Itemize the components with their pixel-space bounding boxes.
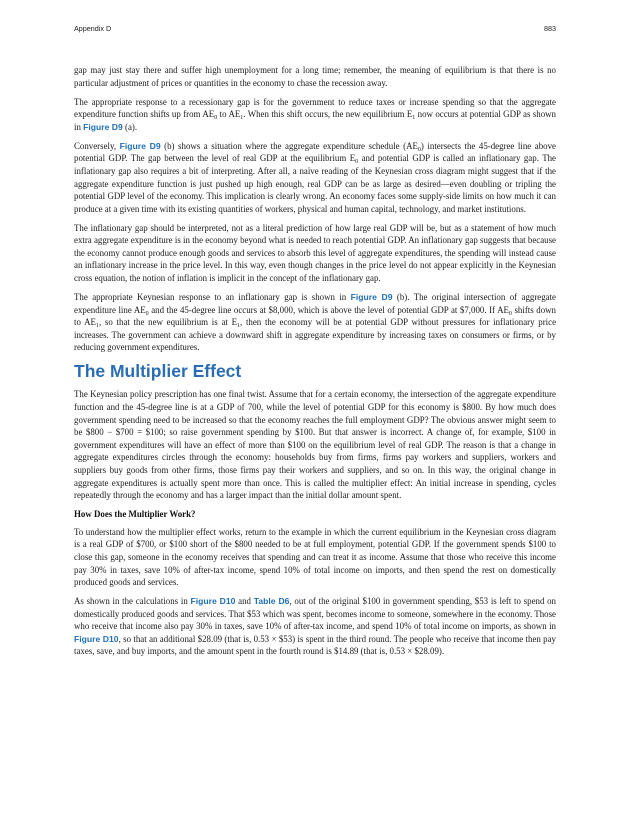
paragraph-5	[74, 291, 556, 354]
text-run: (b). The original intersection of aggregate expenditure line AE	[74, 292, 556, 315]
figure-d9-link[interactable]: Figure D9	[119, 140, 161, 151]
text-run: , so that the new equilibrium is at E	[98, 317, 237, 328]
paragraph-4: The inflationary gap should be interpreted, not as a literal prediction of how large real GDP will be, but as a statement of how much extra aggregate expenditure is in the economy beyond what is needed to reach potential GDP. An inflationary gap suggests that because the economy cannot produce enough goods and services to absorb this level of aggregate expenditures, the spending will instead cause an inflationary increase in the price level. In this way, even though changes in the price level do not appear explicitly in the Keynesian cross equation, the notion of inflation is implicit in the concept of the inflationary gap.	[74, 222, 556, 284]
figure-d9-link[interactable]: Figure D9	[350, 292, 393, 303]
paragraph-2	[74, 96, 556, 134]
table-d6-link[interactable]: Table D6	[253, 596, 290, 607]
figure-d10-link[interactable]: Figure D10	[190, 596, 236, 607]
text-run: (a).	[122, 121, 138, 132]
paragraph-7: To understand how the multiplier effect works, return to the example in which the current equilibrium in the Keynesian cross diagram is a real GDP of $700, or $100 short of the $800 needed to be at full employment, potential GDP. If the government spends $100 to close this gap, someone in the economy receives that spending and can treat it as income. Assume that those who receive this income pay 30% in taxes, save 10% of after-tax income, spend 10% of total income on imports, and then spend the rest on domestically produced goods and services.	[74, 526, 556, 588]
subscript: 0	[355, 159, 359, 166]
text-run: Conversely,	[74, 140, 120, 151]
text-run: and	[235, 596, 254, 607]
text-run: , out of the original $100 in government spending, $53 is left to spend on domestically produced goods and services. That $53 which was spent, becomes income to someone, somewhere in the economy. Those who receive that income also pay 30% in taxes, save 10% of after-tax income, and spend 10% of total income on imports, as shown in	[74, 596, 556, 632]
text-run: , then the economy will be at potential GDP without pressures for inflationary price increases. The government can achieve a downward shift in aggregate expenditure by increasing taxes on consumers or firms, or by reducing government expenditures.	[74, 317, 557, 353]
subscript: 1	[95, 323, 99, 330]
subscript: 1	[240, 115, 244, 122]
text-run: . When this shift occurs, the new equilibrium E	[243, 109, 413, 120]
subsection-heading: How Does the Multiplier Work?	[74, 509, 196, 520]
subscript: 1	[412, 115, 416, 122]
paragraph-6: The Keynesian policy prescription has one final twist. Assume that for a certain economy, the intersection of the aggregate expenditure function and the 45-degree line is at a GDP of 700, while the level of potential GDP for this economy is $800. By how much does government spending need to be increased so that the economy reaches the full employment GDP? The obvious answer might seem to be $800 − $700 = $100; so raise government spending by $100. But that answer is incorrect. A change of, for example, $100 in government expenditures will have an effect of more than $100 on the equilibrium level of real GDP. The reason is that a change in aggregate expenditures circles through the economy: households buy from firms, firms pay workers and suppliers, workers and suppliers buy goods from other firms, those firms pay their workers and suppliers, and so on. In this way, the original change in aggregate expenditures is actually spent more than once. This is called the multiplier effect: An initial increase in spending, cycles repeatedly through the economy and has a larger impact than the initial dollar amount spent.	[74, 389, 556, 501]
text-run: now occurs at potential GDP as shown in	[74, 109, 556, 132]
subscript: 0	[214, 115, 218, 122]
text-run: to AE	[217, 109, 241, 120]
figure-d9-link[interactable]: Figure D9	[83, 121, 123, 132]
text-run: As shown in the calculations in	[74, 596, 191, 607]
header-page-number: 883	[544, 24, 556, 33]
header-chapter-label: Appendix D	[74, 24, 112, 33]
text-run: and potential GDP is called an inflationary gap. The inflationary gap also requires a bit of interpreting. After all, a naïve reading of the Keynesian cross diagram might suggest that if the aggregate expenditure function is just pushed up high enough, real GDP can be as large as desired—even doubling or tripling the potential GDP level of the economy. This implication is clearly wrong. An economy faces some supply-side limits on how much it can produce at a given time with its existing quantities of workers, physical and human capital, technology, and market institutions.	[74, 153, 556, 214]
subscript: 0	[508, 310, 512, 317]
figure-d10-link[interactable]: Figure D10	[74, 633, 119, 644]
paragraph-1: gap may just stay there and suffer high unemployment for a long time; remember, the meaning of equilibrium is that there is no particular adjustment of prices or quantities in the economy to chase the recession away.	[74, 65, 556, 88]
text-run: (b) shows a situation where the aggregate expenditure schedule (AE	[160, 140, 418, 151]
subscript: 0	[417, 146, 421, 153]
text-run: and the 45-degree line occurs at $8,000, which is above the level of potential GDP at $7,000. If AE	[148, 304, 509, 315]
text-run: ) intersects the 45-degree line above potential GDP. The gap between the level of real GDP at the equilibrium E	[74, 140, 556, 164]
text-run: The appropriate response to a recessionary gap is for the government to reduce taxes or increase spending so that the aggregate expenditure function shifts up from AE	[74, 96, 556, 120]
section-heading: The Multiplier Effect	[74, 361, 242, 382]
paragraph-3	[74, 140, 556, 216]
text-run: shifts down to AE	[74, 304, 556, 328]
text-run: , so that an additional $28.09 (that is, 0.53 × $53) is spent in the third round. The people who receive that income then pay taxes, save, and buy imports, and the amount spent in the fourth round is $14.89 (that is, 0.53 × $28.09).	[74, 633, 556, 657]
body-text	[74, 64, 556, 664]
text-run: The appropriate Keynesian response to an inflationary gap is shown in	[74, 292, 351, 303]
subscript: 1	[237, 323, 240, 330]
paragraph-8	[74, 595, 556, 658]
subscript: 0	[145, 310, 149, 317]
